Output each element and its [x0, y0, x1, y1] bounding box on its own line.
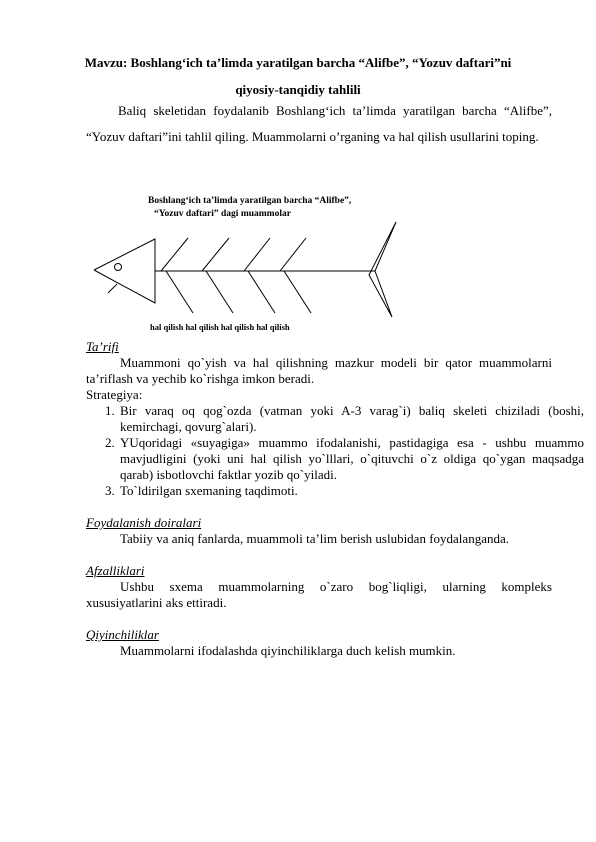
qiyinchiliklar-text: Muammolarni ifodalashda qiyinchiliklarga duch kelish mumkin.	[120, 643, 456, 658]
title-line-2: qiyosiy-tanqidiy tahlili	[235, 82, 361, 97]
fish-eye	[115, 264, 122, 271]
bone-label-1: hal qilish	[150, 322, 184, 332]
strategy-steps	[86, 403, 584, 499]
diagram-title-line-2: “Yozuv daftari” dagi muammolar	[154, 209, 291, 219]
tarifi-heading: Ta’rifi	[86, 339, 119, 354]
diagram-bottom-labels	[150, 322, 290, 332]
upper-bone-4	[280, 238, 306, 271]
upper-bone-2	[202, 238, 229, 271]
afzalliklari-text: Ushbu sxema muammolarning o`zaro bog`liqligi, ularning kompleks xususiyatlarini aks ettiradi.	[86, 579, 552, 610]
strategy-step-1: 1. Bir varaq oq qog`ozda (vatman yoki A-3 varag`i) baliq skeleti chiziladi (boshi, kemirchagi, qovurg`alari).	[118, 403, 584, 435]
fish-mouth	[108, 284, 117, 293]
strategy-step-2: 2. YUqoridagi «suyagiga» muammo ifodalanishi, pastidagiga esa - ushbu muammo mavjudligini (yoki uni hal qilish yo`lllari, o`qituvchi o`z oldiga qo`ygan maqsadga qarab) isbotlovchi faktlar yozib qo`yiladi.	[118, 435, 584, 483]
lower-bone-3	[248, 271, 275, 313]
diagram-title-line-1: Boshlang‘ich ta’limda yaratilgan barcha “Alifbe”,	[148, 196, 352, 206]
strategy-label: Strategiya:	[86, 387, 143, 402]
lower-bone-1	[166, 271, 193, 313]
strategy-step-3: 3. To`ldirilgan sxemaning taqdimoti.	[118, 483, 584, 499]
title-line-1: Mavzu: Boshlang‘ich ta’limda yaratilgan barcha “Alifbe”, “Yozuv daftari”ni	[84, 55, 512, 70]
tarifi-text: Muammoni qo`yish va hal qilishning mazkur modeli bir qator muammolarni ta’riflash va yechib ko`rishga imkon beradi.	[86, 355, 552, 386]
fishbone-diagram	[80, 192, 420, 337]
fish-head	[94, 239, 155, 303]
foydalanish-heading: Foydalanish doiralari	[86, 515, 202, 530]
upper-bone-3	[244, 238, 270, 271]
qiyinchiliklar-heading: Qiyinchiliklar	[86, 627, 159, 642]
fish-tail	[369, 222, 396, 317]
lower-bone-2	[206, 271, 233, 313]
bone-label-4: hal qilish	[256, 322, 290, 332]
upper-bone-1	[161, 238, 188, 271]
afzalliklari-heading: Afzalliklari	[86, 563, 145, 578]
foydalanish-text: Tabiiy va aniq fanlarda, muammoli ta’lim berish uslubidan foydalanganda.	[120, 531, 509, 546]
bone-label-2: hal qilish	[185, 322, 219, 332]
bone-label-3: hal qilish	[220, 322, 255, 332]
lower-bone-4	[284, 271, 311, 313]
page-title	[60, 49, 536, 103]
intro-paragraph: Baliq skeletidan foydalanib Boshlang‘ich ta’limda yaratilgan barcha “Alifbe”, “Yozuv daftari”ini tahlil qiling. Muammolarni o’rganing va hal qilish usullarini toping.	[86, 103, 552, 144]
